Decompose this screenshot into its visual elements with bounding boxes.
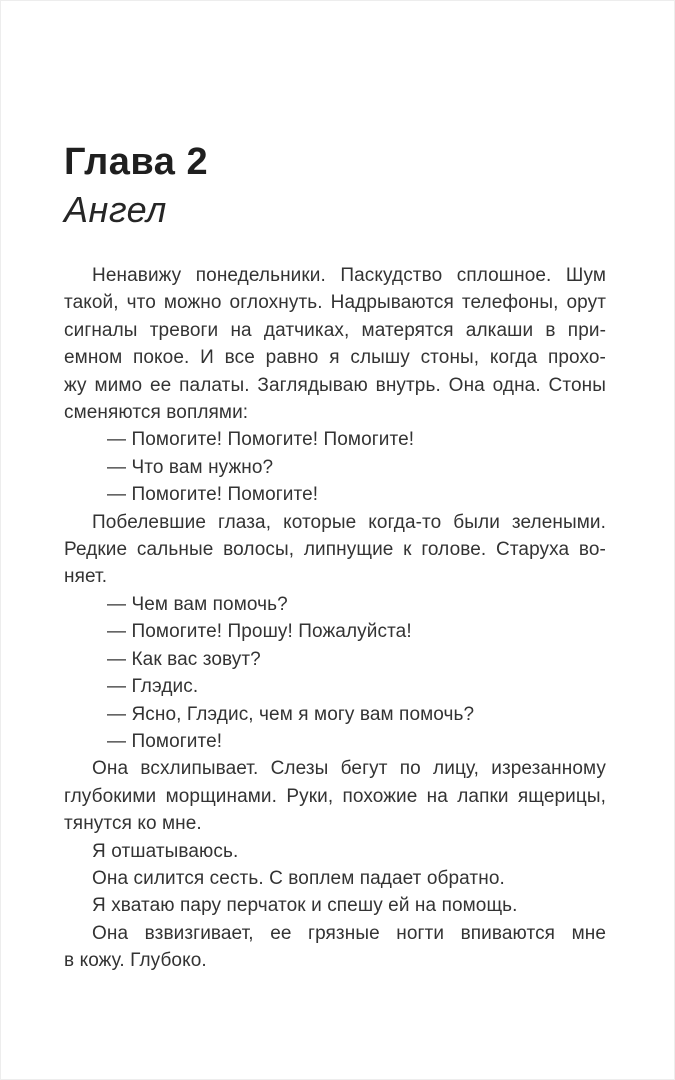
text-line: — Чем вам помочь? [107, 593, 288, 615]
prose-paragraph [64, 838, 606, 865]
dialogue-paragraph [64, 454, 606, 481]
text-line: — Ясно, Глэдис, чем я могу вам помочь? [107, 703, 475, 725]
text-line: Я хватаю пару перчаток и спешу ей на помощь. [92, 895, 518, 917]
dialogue-paragraph [64, 728, 606, 755]
text-line: Она силится сесть. С воплем падает обратно. [92, 867, 505, 889]
dialogue-paragraph [64, 673, 606, 700]
prose-paragraph [64, 865, 606, 892]
text-line: няет. [64, 566, 108, 588]
dialogue-paragraph [64, 481, 606, 508]
text-line: — Как вас зовут? [107, 648, 261, 670]
text-line: — Помогите! Помогите! Помогите! [107, 429, 415, 451]
text-line: глубокими морщинами. Руки, похожие на лапки ящерицы, [64, 785, 606, 807]
text-line: сигналы тревоги на датчиках, матерятся алкаши в при- [64, 319, 606, 341]
body-text [64, 262, 606, 975]
text-line: емном покое. И все равно я слышу стоны, когда прохо- [64, 347, 606, 369]
text-line: Редкие сальные волосы, липнущие к голове. Старуха во- [64, 539, 606, 561]
text-line: такой, что можно оглохнуть. Надрываются телефоны, орут [64, 292, 606, 314]
dialogue-paragraph [64, 618, 606, 645]
dialogue-paragraph [64, 591, 606, 618]
text-line: — Что вам нужно? [107, 456, 274, 478]
dialogue-paragraph [64, 701, 606, 728]
text-line: тянутся ко мне. [64, 813, 202, 835]
text-line: — Помогите! [107, 730, 223, 752]
page-text-block [64, 139, 606, 975]
chapter-number-heading: Глава 2 [64, 141, 209, 183]
prose-paragraph [64, 755, 606, 837]
prose-paragraph [64, 262, 606, 426]
chapter-title-heading: Ангел [64, 189, 167, 230]
dialogue-paragraph [64, 646, 606, 673]
text-line: в кожу. Глубоко. [64, 950, 207, 972]
text-line: — Глэдис. [107, 676, 199, 698]
text-line: жу мимо ее палаты. Заглядываю внутрь. Она одна. Стоны [64, 374, 606, 396]
prose-paragraph [64, 892, 606, 919]
text-line: Ненавижу понедельники. Паскудство сплошное. Шум [92, 265, 606, 286]
dialogue-paragraph [64, 426, 606, 453]
text-line: Она взвизгивает, ее грязные ногти впиваются мне [92, 922, 606, 944]
text-line: — Помогите! Прошу! Пожалуйста! [107, 621, 412, 643]
text-line: Я отшатываюсь. [92, 840, 239, 862]
prose-paragraph [64, 920, 606, 975]
text-line: сменяются воплями: [64, 402, 249, 424]
text-line: Побелевшие глаза, которые когда-то были зелеными. [92, 511, 606, 533]
prose-paragraph [64, 509, 606, 591]
text-line: — Помогите! Помогите! [107, 484, 319, 506]
text-line: Она всхлипывает. Слезы бегут по лицу, изрезанному [92, 758, 606, 780]
